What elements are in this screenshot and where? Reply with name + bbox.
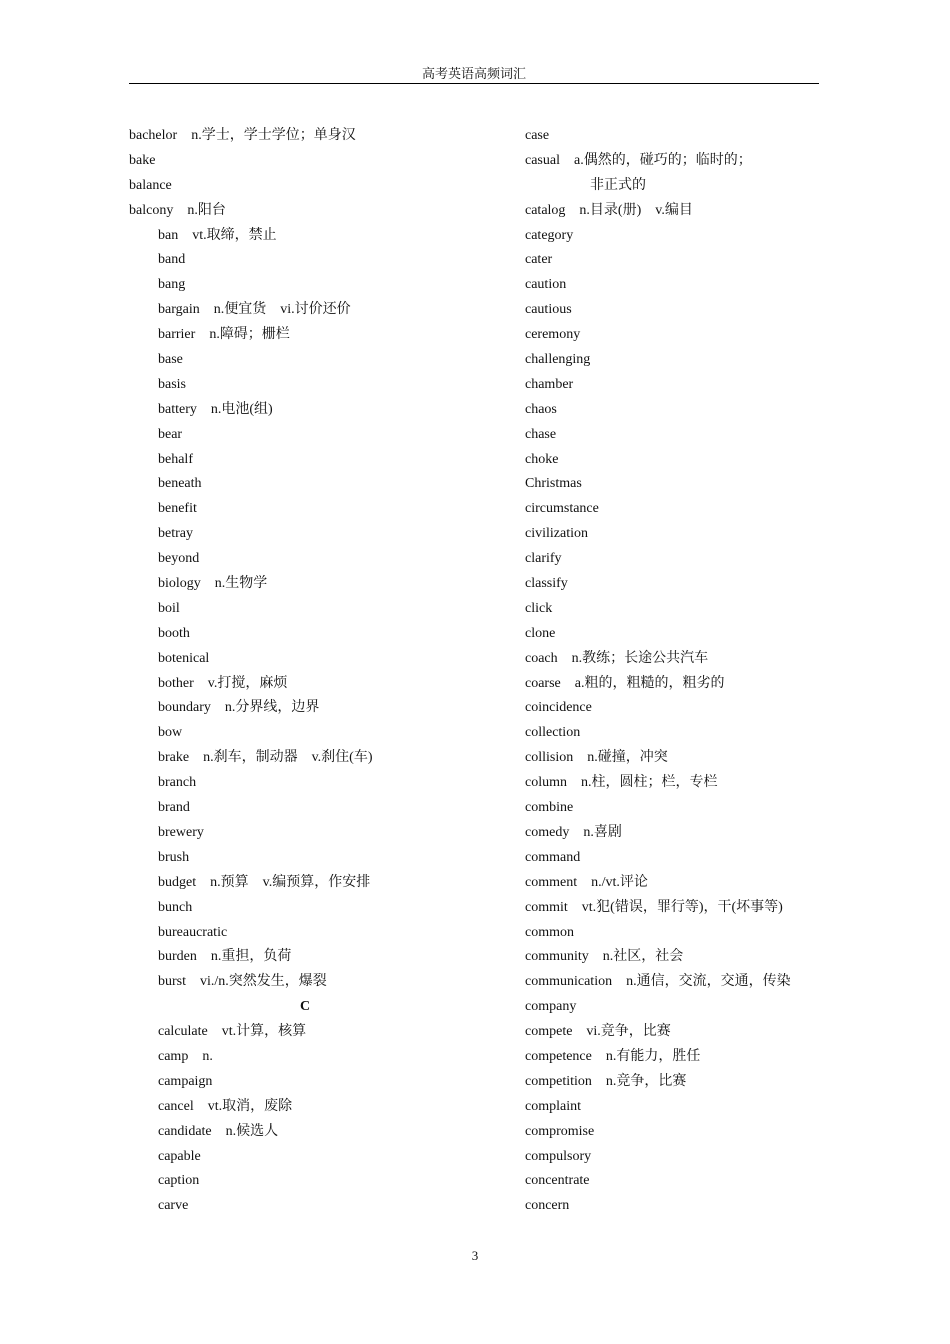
- vocab-word: branch: [158, 775, 197, 791]
- vocab-word: chaos: [525, 401, 557, 417]
- vocab-word: comment: [525, 874, 578, 890]
- vocab-word: barrier: [158, 327, 196, 343]
- vocab-entry: [0, 124, 470, 149]
- vocab-definition: a.粗的，粗糙的，粗劣的: [574, 675, 725, 691]
- vocab-entry: [0, 423, 470, 448]
- vocab-word: basis: [158, 376, 186, 392]
- vocab-entry: [525, 721, 945, 746]
- vocab-definition: vt.取消，废除: [207, 1098, 293, 1114]
- vocab-entry: [0, 821, 470, 846]
- vocab-definition: 非正式的: [590, 177, 646, 193]
- vocab-word: collision: [525, 750, 574, 766]
- vocab-word: brake: [158, 750, 190, 766]
- vocab-word: bachelor: [129, 128, 178, 143]
- vocab-word: command: [525, 849, 581, 865]
- right-vocabulary-column: [525, 124, 945, 1219]
- vocab-word: campaign: [158, 1073, 213, 1089]
- vocab-word: bow: [158, 725, 183, 741]
- vocab-word: budget: [158, 874, 197, 890]
- vocab-word: coach: [525, 650, 558, 666]
- vocab-entry: [0, 547, 470, 572]
- vocab-entry: [525, 746, 945, 771]
- vocab-entry: [525, 1045, 945, 1070]
- vocab-definition: n.目录(册) v.编目: [579, 202, 693, 218]
- vocab-definition: v.打搅，麻烦: [207, 675, 288, 691]
- vocab-entry: [525, 622, 945, 647]
- vocab-definition: n.分界线，边界: [224, 700, 320, 716]
- vocab-entry: [0, 1070, 470, 1095]
- vocab-definition: n.学士，学士学位；单身汉: [191, 128, 356, 143]
- vocab-word: classify: [525, 576, 568, 592]
- vocab-entry: [0, 1020, 470, 1045]
- vocab-definition: n.通信，交流，交通，传染: [626, 974, 791, 990]
- vocab-word: bother: [158, 675, 194, 691]
- vocab-word: compete: [525, 1024, 573, 1040]
- vocab-entry: [525, 1070, 945, 1095]
- vocab-definition: n.喜剧: [583, 824, 622, 840]
- vocab-entry: [525, 398, 945, 423]
- vocab-entry: [525, 547, 945, 572]
- vocab-entry: [525, 846, 945, 871]
- vocab-entry: [0, 572, 470, 597]
- vocab-entry: [0, 871, 470, 896]
- vocab-definition: n.电池(组): [210, 401, 273, 417]
- vocab-word: bear: [158, 426, 183, 442]
- vocab-entry: [0, 174, 470, 199]
- vocab-entry: [525, 448, 945, 473]
- vocab-word: competence: [525, 1048, 592, 1064]
- vocab-word: balance: [129, 177, 172, 193]
- vocab-entry: [0, 796, 470, 821]
- vocab-definition: n.候选人: [225, 1123, 279, 1139]
- vocab-word: common: [525, 924, 574, 940]
- vocab-entry: [525, 970, 945, 995]
- vocab-word: concentrate: [525, 1173, 590, 1189]
- vocab-entry: [525, 871, 945, 896]
- vocab-word: balcony: [129, 202, 174, 218]
- vocab-entry: [525, 248, 945, 273]
- vocab-definition: n.柱，圆柱；栏，专栏: [581, 775, 718, 791]
- vocab-entry: [0, 746, 470, 771]
- vocab-word: burden: [158, 949, 197, 965]
- vocab-word: case: [525, 128, 550, 143]
- vocab-entry: [0, 945, 470, 970]
- vocab-entry: [0, 1095, 470, 1120]
- vocab-entry: [525, 224, 945, 249]
- vocab-word: beyond: [158, 551, 200, 567]
- vocab-entry: [525, 323, 945, 348]
- page-number: 3: [471, 1248, 479, 1263]
- vocab-entry: [0, 1145, 470, 1170]
- vocab-entry: [0, 1045, 470, 1070]
- page-header-title: 高考英语高频词汇: [421, 66, 526, 81]
- vocab-entry: [0, 348, 470, 373]
- vocab-definition: vt.计算，核算: [221, 1024, 307, 1040]
- vocab-definition: n.阳台: [187, 202, 226, 218]
- vocab-entry: [0, 273, 470, 298]
- vocab-entry: [525, 672, 945, 697]
- vocab-entry: [0, 597, 470, 622]
- vocab-entry: [0, 672, 470, 697]
- vocab-word: behalf: [158, 451, 193, 467]
- vocab-word: chase: [525, 426, 557, 442]
- vocab-entry: [525, 472, 945, 497]
- vocab-definition: n.重担，负荷: [210, 949, 292, 965]
- vocab-word: carve: [158, 1198, 189, 1214]
- vocab-word: benefit: [158, 501, 197, 517]
- vocab-entry: [525, 572, 945, 597]
- vocab-word: brand: [158, 800, 190, 816]
- vocab-entry: [525, 647, 945, 672]
- vocab-entry: [0, 622, 470, 647]
- vocab-word: concern: [525, 1198, 570, 1214]
- vocab-entry: [0, 224, 470, 249]
- vocab-word: brush: [158, 849, 190, 865]
- vocab-word: circumstance: [525, 501, 599, 517]
- vocab-entry: [525, 348, 945, 373]
- vocab-entry: [525, 896, 945, 921]
- vocab-word: combine: [525, 800, 574, 816]
- vocab-entry: [0, 373, 470, 398]
- vocab-entry: [0, 1194, 470, 1219]
- vocab-word: betray: [158, 526, 193, 542]
- vocab-entry: [0, 497, 470, 522]
- vocab-entry: [525, 124, 945, 149]
- vocab-entry: [525, 423, 945, 448]
- vocab-definition: n.障碍；栅栏: [209, 327, 290, 343]
- vocab-definition: n.有能力，胜任: [605, 1048, 701, 1064]
- vocab-entry: [0, 398, 470, 423]
- vocab-word: collection: [525, 725, 581, 741]
- vocab-word: bureaucratic: [158, 924, 228, 940]
- vocab-entry: [525, 597, 945, 622]
- vocab-word: comedy: [525, 824, 570, 840]
- vocab-word: cautious: [525, 302, 572, 318]
- vocab-word: biology: [158, 576, 201, 592]
- vocab-entry: [0, 921, 470, 946]
- vocab-word: beneath: [158, 476, 202, 492]
- vocab-entry: [0, 970, 470, 995]
- vocab-definition: n./vt.评论: [591, 874, 648, 890]
- vocab-entry: [0, 647, 470, 672]
- vocab-entry: [525, 771, 945, 796]
- vocab-word: ban: [158, 227, 179, 243]
- vocab-word: boil: [158, 600, 180, 616]
- vocab-entry: [525, 522, 945, 547]
- vocab-entry: [0, 1169, 470, 1194]
- vocab-entry: [0, 472, 470, 497]
- vocab-definition: n.便宜货 vi.讨价还价: [213, 302, 351, 318]
- vocab-word: catalog: [525, 202, 566, 218]
- vocab-definition: vi.竞争，比赛: [586, 1024, 671, 1040]
- vocab-definition: n.: [202, 1048, 213, 1064]
- vocab-word: cater: [525, 252, 553, 268]
- vocab-definition: a.偶然的，碰巧的；临时的；: [573, 152, 752, 168]
- vocab-word: bunch: [158, 899, 193, 915]
- vocab-definition: n.社区，社会: [602, 949, 684, 965]
- vocab-entry: [0, 896, 470, 921]
- vocab-word: base: [158, 352, 183, 368]
- vocab-word: complaint: [525, 1098, 581, 1114]
- vocab-entry: [525, 497, 945, 522]
- vocab-entry: [0, 448, 470, 473]
- vocab-word: challenging: [525, 352, 591, 368]
- vocab-entry: [0, 323, 470, 348]
- vocab-word: bake: [129, 152, 156, 168]
- vocab-entry: [525, 1194, 945, 1219]
- vocab-word: burst: [158, 974, 186, 990]
- entry-continuation: [525, 174, 945, 199]
- vocab-word: clone: [525, 625, 556, 641]
- vocab-entry: [525, 945, 945, 970]
- header-divider: [129, 83, 819, 84]
- vocab-word: chamber: [525, 376, 574, 392]
- vocab-definition: vt.取缔，禁止: [192, 227, 277, 243]
- vocab-entry: [0, 771, 470, 796]
- vocab-entry: [525, 1095, 945, 1120]
- vocab-entry: [525, 696, 945, 721]
- vocab-word: compromise: [525, 1123, 595, 1139]
- vocab-word: communication: [525, 974, 613, 990]
- vocab-definition: n.刹车，制动器 v.刹住(车): [203, 750, 373, 766]
- vocab-definition: n.竞争，比赛: [605, 1073, 687, 1089]
- vocab-word: camp: [158, 1048, 189, 1064]
- vocab-entry: [0, 298, 470, 323]
- vocab-word: boundary: [158, 700, 211, 716]
- vocab-definition: n.教练；长途公共汽车: [571, 650, 709, 666]
- vocab-entry: [525, 821, 945, 846]
- section-heading: [0, 995, 610, 1020]
- vocab-definition: vi./n.突然发生，爆裂: [200, 974, 327, 990]
- vocab-entry: [525, 298, 945, 323]
- vocab-definition: n.碰撞，冲突: [587, 750, 668, 766]
- section-letter: C: [299, 999, 311, 1015]
- vocab-word: booth: [158, 625, 190, 641]
- vocab-word: caption: [158, 1173, 200, 1189]
- vocab-entry: [525, 995, 945, 1020]
- vocab-word: ceremony: [525, 327, 581, 343]
- vocab-entry: [525, 149, 945, 174]
- vocab-entry: [0, 696, 470, 721]
- vocab-word: coincidence: [525, 700, 592, 716]
- vocab-entry: [0, 149, 470, 174]
- vocab-entry: [0, 522, 470, 547]
- vocab-entry: [525, 796, 945, 821]
- vocab-entry: [0, 248, 470, 273]
- vocab-word: bargain: [158, 302, 200, 318]
- vocab-entry: [525, 1169, 945, 1194]
- vocab-definition: n.预算 v.编预算，作安排: [210, 874, 371, 890]
- vocab-word: candidate: [158, 1123, 212, 1139]
- vocab-entry: [525, 273, 945, 298]
- vocab-word: compulsory: [525, 1148, 592, 1164]
- vocab-entry: [0, 1120, 470, 1145]
- vocab-word: bang: [158, 277, 186, 293]
- vocab-entry: [525, 1020, 945, 1045]
- vocab-entry: [0, 199, 470, 224]
- vocab-word: clarify: [525, 551, 562, 567]
- vocab-entry: [525, 921, 945, 946]
- vocab-entry: [525, 1120, 945, 1145]
- vocab-entry: [525, 199, 945, 224]
- vocab-entry: [0, 846, 470, 871]
- vocab-definition: n.生物学: [214, 576, 268, 592]
- vocab-word: category: [525, 227, 574, 243]
- vocab-word: coarse: [525, 675, 561, 691]
- vocab-word: click: [525, 600, 553, 616]
- vocab-word: civilization: [525, 526, 588, 542]
- vocab-word: column: [525, 775, 567, 791]
- vocab-entry: [0, 721, 470, 746]
- vocab-word: calculate: [158, 1024, 208, 1040]
- vocab-word: competition: [525, 1073, 592, 1089]
- vocab-word: casual: [525, 152, 560, 168]
- vocab-word: caution: [525, 277, 567, 293]
- vocab-entry: [525, 373, 945, 398]
- left-vocabulary-column: [0, 124, 470, 1219]
- vocab-word: botenical: [158, 650, 210, 666]
- vocab-entry: [525, 1145, 945, 1170]
- vocab-word: commit: [525, 899, 568, 915]
- vocab-word: company: [525, 999, 577, 1015]
- vocab-word: battery: [158, 401, 197, 417]
- vocab-word: choke: [525, 451, 559, 467]
- vocab-definition: vt.犯(错误，罪行等)，干(坏事等): [581, 899, 783, 915]
- vocab-word: community: [525, 949, 589, 965]
- vocab-word: brewery: [158, 824, 204, 840]
- vocab-word: band: [158, 252, 186, 268]
- vocab-word: cancel: [158, 1098, 194, 1114]
- vocab-word: capable: [158, 1148, 201, 1164]
- vocab-word: Christmas: [525, 476, 582, 492]
